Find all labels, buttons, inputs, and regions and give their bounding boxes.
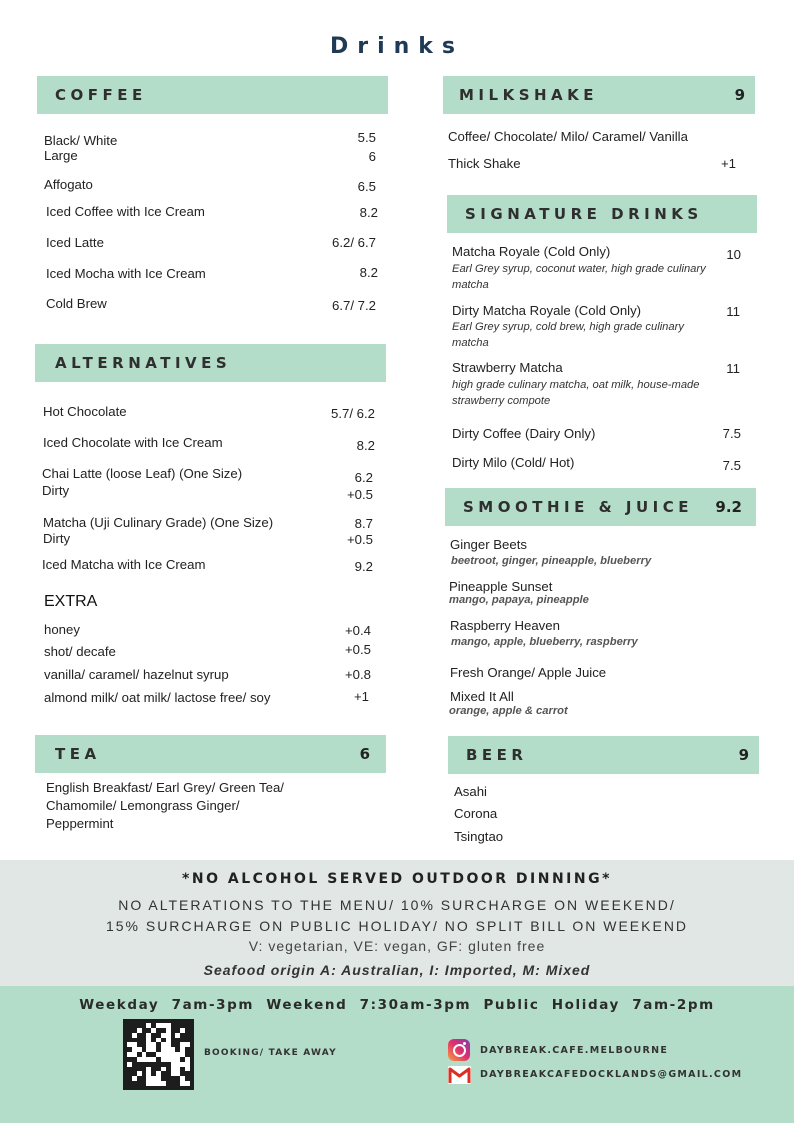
menu-item-name: Dirty Coffee (Dairy Only) [452,426,596,441]
menu-item-name: Ginger Beets [450,537,527,552]
menu-item-name: Iced Matcha with Ice Cream [42,557,206,572]
menu-item-description: Earl Grey syrup, coconut water, high grade culinary matcha [452,263,706,291]
beer-price: 9 [738,746,749,764]
beer-item: Corona [454,806,498,821]
qr-code-icon[interactable] [123,1019,194,1090]
menu-item-name: shot/ decafe [44,644,116,659]
menu-item-price: +0.5 [344,642,371,657]
menu-item-name: Dirty Matcha Royale (Cold Only) [452,303,642,318]
instagram-handle[interactable]: DAYBREAK.CAFE.MELBOURNE [480,1045,669,1056]
menu-item-price: 6.2 [354,470,373,485]
tea-price: 6 [359,745,370,763]
smoothie-price: 9.2 [715,498,742,516]
menu-item-name: Black/ White [44,133,118,148]
milkshake-heading: MILKSHAKE [459,86,599,104]
beer-item: Asahi [454,784,487,799]
menu-item-name: Iced Latte [46,235,104,250]
footer [0,986,794,1123]
dietary-legend: V: vegetarian, VE: vegan, GF: gluten free [248,938,546,954]
opening-hours: Weekday 7am-3pm Weekend 7:30am-3pm Public Holiday 7am-2pm [79,997,715,1013]
menu-item-description: mango, apple, blueberry, raspberry [451,636,638,648]
menu-item-price: 8.7 [354,516,373,531]
menu-item-name: Iced Chocolate with Ice Cream [43,435,223,450]
menu-item-price: +1 [353,689,369,704]
milkshake-header [443,76,755,114]
policy-line: NO ALTERATIONS TO THE MENU/ 10% SURCHARGE ON WEEKEND/ [118,897,676,913]
alternatives-heading: ALTERNATIVES [55,354,232,372]
menu-item-price: +0.8 [344,667,371,682]
menu-item-description: Earl Grey syrup, cold brew, high grade culinary matcha [452,321,684,349]
extra-heading: EXTRA [44,593,98,610]
menu-item-price: 7.5 [722,426,741,441]
menu-item-price: 5.5 [357,130,376,145]
menu-item-description: high grade culinary matcha, oat milk, house-made strawberry compote [452,379,700,407]
menu-item-price: 7.5 [722,458,741,473]
menu-item-name: Fresh Orange/ Apple Juice [450,665,607,680]
menu-item-price: 6.7/ 7.2 [332,298,376,313]
menu-item-description: orange, apple & carrot [449,705,568,717]
menu-item-name: honey [44,622,80,637]
notice-panel [0,860,794,986]
menu-item-name: Iced Mocha with Ice Cream [46,266,206,281]
menu-item-name: Affogato [44,177,93,192]
menu-item-name: Matcha Royale (Cold Only) [452,244,611,259]
menu-item-price: +0.5 [346,532,373,547]
menu-item-name: almond milk/ oat milk/ lactose free/ soy [44,690,271,705]
menu-item-price: 11 [726,361,740,376]
menu-item-name: Iced Coffee with Ice Cream [46,204,205,219]
tea-line: English Breakfast/ Earl Grey/ Green Tea/ [46,780,284,795]
menu-item-name: Large [44,148,78,163]
menu-item-description: beetroot, ginger, pineapple, blueberry [451,555,652,567]
instagram-icon [448,1039,470,1061]
smoothie-header [445,488,756,526]
beer-item: Tsingtao [454,829,504,844]
coffee-header [37,76,388,114]
alternatives-header [35,344,386,382]
menu-item-price: +0.4 [344,623,371,638]
menu-item-price: 8.2 [356,438,375,453]
menu-item-name: Dirty [43,531,71,546]
menu-item-price: 10 [726,247,741,262]
menu-item-price: 6.5 [357,179,376,194]
booking-label: BOOKING/ TAKE AWAY [204,1048,337,1058]
policy-line: 15% SURCHARGE ON PUBLIC HOLIDAY/ NO SPLIT BILL ON WEEKEND [105,918,689,934]
menu-item-price: 8.2 [359,265,378,280]
page-title: Drinks [329,34,465,59]
milkshake-flavours: Coffee/ Chocolate/ Milo/ Caramel/ Vanilla [448,129,688,144]
menu-item-price: 9.2 [354,559,373,574]
tea-heading: TEA [55,745,101,763]
tea-line: Peppermint [46,816,114,831]
email-address[interactable]: DAYBREAKCAFEDOCKLANDS@GMAIL.COM [480,1069,743,1080]
menu-item-name: Cold Brew [46,296,107,311]
menu-item-name: Hot Chocolate [43,404,127,419]
menu-item-description: mango, papaya, pineapple [449,594,589,606]
menu-item-price: 11 [726,304,740,319]
menu-item-name: Pineapple Sunset [449,579,553,594]
menu-item-name: Thick Shake [448,156,521,171]
menu-item-price: 5.7/ 6.2 [331,406,375,421]
menu-item-name: Chai Latte (loose Leaf) (One Size) [42,466,243,481]
menu-item-name: Strawberry Matcha [452,360,563,375]
signature-heading: SIGNATURE DRINKS [465,205,703,223]
smoothie-heading: SMOOTHIE & JUICE [463,498,693,516]
menu-item-name: Dirty [42,483,70,498]
menu-item-price: 8.2 [359,205,378,220]
coffee-heading: COFFEE [55,86,147,104]
menu-item-price: +1 [720,156,736,171]
alcohol-notice: *NO ALCOHOL SERVED OUTDOOR DINNING* [182,871,612,887]
menu-item-name: Raspberry Heaven [450,618,560,633]
milkshake-price: 9 [734,86,745,104]
seafood-legend: Seafood origin A: Australian, I: Imported, M: Mixed [203,962,591,978]
menu-item-name: vanilla/ caramel/ hazelnut syrup [44,667,229,682]
menu-item-name: Dirty Milo (Cold/ Hot) [452,455,575,470]
menu-item-name: Mixed It All [450,689,514,704]
beer-heading: BEER [466,746,528,764]
tea-header [35,735,386,773]
gmail-icon [448,1066,471,1084]
beer-header [448,736,759,774]
menu-item-price: +0.5 [346,487,373,502]
menu-item-price: 6.2/ 6.7 [332,235,376,250]
menu-item-price: 6 [368,149,376,164]
menu-item-name: Matcha (Uji Culinary Grade) (One Size) [43,515,274,530]
signature-header [447,195,757,233]
tea-line: Chamomile/ Lemongrass Ginger/ [46,798,240,813]
